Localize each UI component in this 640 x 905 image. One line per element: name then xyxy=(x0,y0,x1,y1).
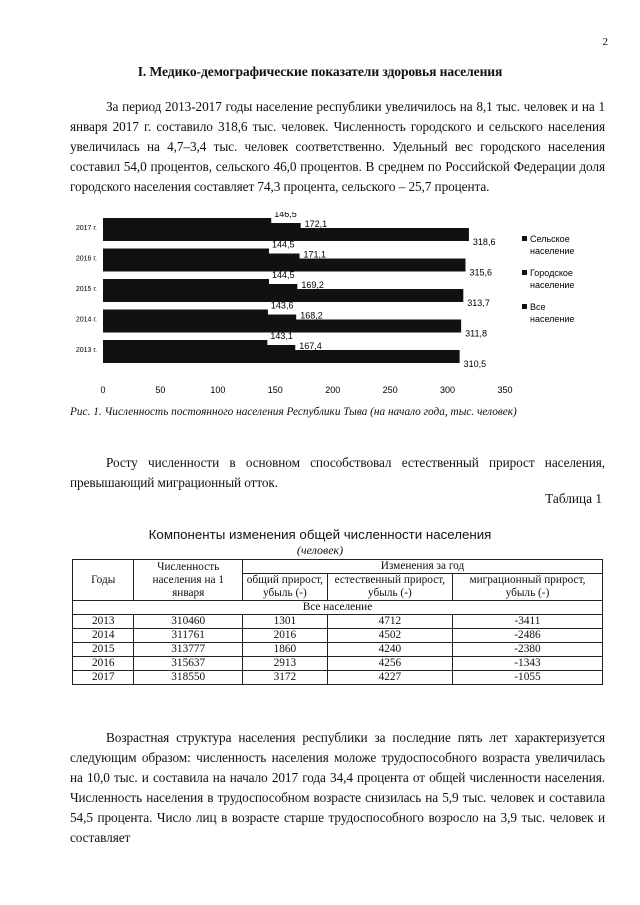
data-label-all: 318,6 xyxy=(472,237,496,247)
category-label: 2017 г. xyxy=(75,225,97,232)
bar-rural xyxy=(103,310,268,315)
cell-total: 2913 xyxy=(242,657,327,671)
data-label-all: 315,6 xyxy=(469,267,493,278)
cell-population: 310460 xyxy=(134,615,243,629)
x-tick-label: 100 xyxy=(210,385,226,395)
legend-label: Городское xyxy=(530,268,573,278)
paragraph-population: За период 2013-2017 годы население республики увеличилось на 8,1 тыс. человек и на 1 января 2017 г. составило 318,6 тыс. человек. Численность городского и сельского населения увеличилась на 4,7–3,4 тыс. человек соответственно. Удельный вес городского населения составил 54,0 процентов, сельского 46,0 процентов. В среднем по Российской Федерации доля городского населения составляет 74,3 процента, сельского – 25,7 процента. xyxy=(70,99,605,194)
population-bar-chart xyxy=(60,212,620,402)
x-tick-label: 150 xyxy=(267,385,283,395)
cell-population: 315637 xyxy=(134,657,243,671)
group-label: Все население xyxy=(73,601,603,615)
bar-urban xyxy=(103,345,295,350)
bar-all xyxy=(103,350,460,363)
section-title: I. Медико-демографические показатели здоровья населения xyxy=(137,64,503,79)
legend-label: население xyxy=(530,280,575,290)
table-row xyxy=(73,643,603,657)
data-label-urban: 172,1 xyxy=(304,219,328,229)
population-components-table xyxy=(72,559,603,685)
data-label-rural: 144,5 xyxy=(271,239,295,250)
table-title: Компоненты изменения общей численности населения xyxy=(148,527,492,542)
cell-total: 2016 xyxy=(242,629,327,643)
cell-migration: -3411 xyxy=(452,615,602,629)
cell-population: 318550 xyxy=(134,671,243,685)
category-label: 2013 г. xyxy=(75,347,97,354)
header-natural: естественный прирост, убыль (-) xyxy=(327,574,452,601)
x-tick-label: 50 xyxy=(155,385,166,395)
cell-migration: -1055 xyxy=(452,671,602,685)
figure-caption: Рис. 1. Численность постоянного населения Республики Тыва (на начало года, тыс. человек) xyxy=(70,406,517,418)
legend-marker xyxy=(522,236,527,241)
data-label-all: 311,8 xyxy=(465,328,487,339)
cell-total: 1860 xyxy=(242,643,327,657)
table-row xyxy=(73,615,603,629)
data-label-rural: 143,1 xyxy=(270,331,293,341)
legend-marker xyxy=(522,304,527,309)
bar-rural xyxy=(103,279,269,284)
cell-natural: 4256 xyxy=(327,657,452,671)
table-group-row xyxy=(73,601,603,615)
bar-rural xyxy=(103,249,269,254)
category-label: 2014 г. xyxy=(75,316,97,324)
cell-natural: 4502 xyxy=(327,629,452,643)
data-label-all: 310,5 xyxy=(463,359,487,369)
cell-population: 311761 xyxy=(134,629,243,643)
category-label: 2015 г. xyxy=(75,286,97,293)
x-tick-label: 200 xyxy=(325,385,341,395)
paragraph-growth: Росту численности в основном способствовал естественный прирост населения, превышающий миграционный отток. xyxy=(70,455,605,490)
cell-year: 2015 xyxy=(73,643,134,657)
cell-migration: -2486 xyxy=(452,629,602,643)
cell-total: 3172 xyxy=(242,671,327,685)
data-label-all: 313,7 xyxy=(467,298,490,308)
cell-year: 2013 xyxy=(73,615,134,629)
data-label-rural: 144,5 xyxy=(271,270,295,280)
bar-rural xyxy=(103,340,267,345)
header-migration: миграционный прирост, убыль (-) xyxy=(452,574,602,601)
table-row xyxy=(73,629,603,643)
bar-urban xyxy=(103,223,301,228)
x-tick-label: 300 xyxy=(440,385,456,395)
legend-label: Все xyxy=(530,302,546,312)
table-subtitle: (человек) xyxy=(296,543,344,557)
x-tick-label: 250 xyxy=(382,385,398,395)
paragraph-age-structure: Возрастная структура населения республики за последние пять лет характеризуется следующим образом: численность населения моложе трудоспособного возраста увеличилась на 10,0 тыс. и составила на начало 2017 года 34,4 процента от общей численности населения. Численность населения в трудоспособном возрасте снизилась на 5,9 тыс. человек и составила 54,5 процента. Число лиц в возрасте старше трудоспособного возросло на 3,9 тыс. человек и составляет xyxy=(70,730,605,845)
bar-urban xyxy=(103,254,300,259)
cell-migration: -1343 xyxy=(452,657,602,671)
bar-urban xyxy=(103,315,296,320)
cell-natural: 4240 xyxy=(327,643,452,657)
header-changes: Изменения за год xyxy=(242,560,602,574)
cell-natural: 4712 xyxy=(327,615,452,629)
page-number: 2 xyxy=(602,36,608,48)
header-total: общий прирост, убыль (-) xyxy=(242,574,327,601)
cell-year: 2016 xyxy=(73,657,134,671)
cell-year: 2014 xyxy=(73,629,134,643)
data-label-urban: 167,4 xyxy=(299,341,322,351)
legend-label: население xyxy=(530,314,575,324)
table-label: Таблица 1 xyxy=(545,491,602,506)
legend-label: Сельское xyxy=(530,234,570,244)
data-label-urban: 168,2 xyxy=(300,310,323,321)
header-population: Численность населения на 1 января xyxy=(134,560,243,601)
cell-migration: -2380 xyxy=(452,643,602,657)
bar-urban xyxy=(103,284,297,289)
x-tick-label: 0 xyxy=(100,385,106,395)
data-label-urban: 169,2 xyxy=(301,280,324,290)
table-header-row xyxy=(73,560,603,574)
cell-natural: 4227 xyxy=(327,671,452,685)
table-row xyxy=(73,657,603,671)
cell-year: 2017 xyxy=(73,671,134,685)
legend-label: население xyxy=(530,246,575,256)
bar-rural xyxy=(103,218,271,223)
table-row xyxy=(73,671,603,685)
cell-total: 1301 xyxy=(242,615,327,629)
x-tick-label: 350 xyxy=(497,385,513,395)
data-label-rural: 146,5 xyxy=(274,212,297,219)
data-label-rural: 143,6 xyxy=(270,300,294,311)
header-years: Годы xyxy=(73,560,134,601)
category-label: 2016 г. xyxy=(75,255,97,263)
data-label-urban: 171,1 xyxy=(303,249,327,260)
legend-marker xyxy=(522,270,527,275)
cell-population: 313777 xyxy=(134,643,243,657)
